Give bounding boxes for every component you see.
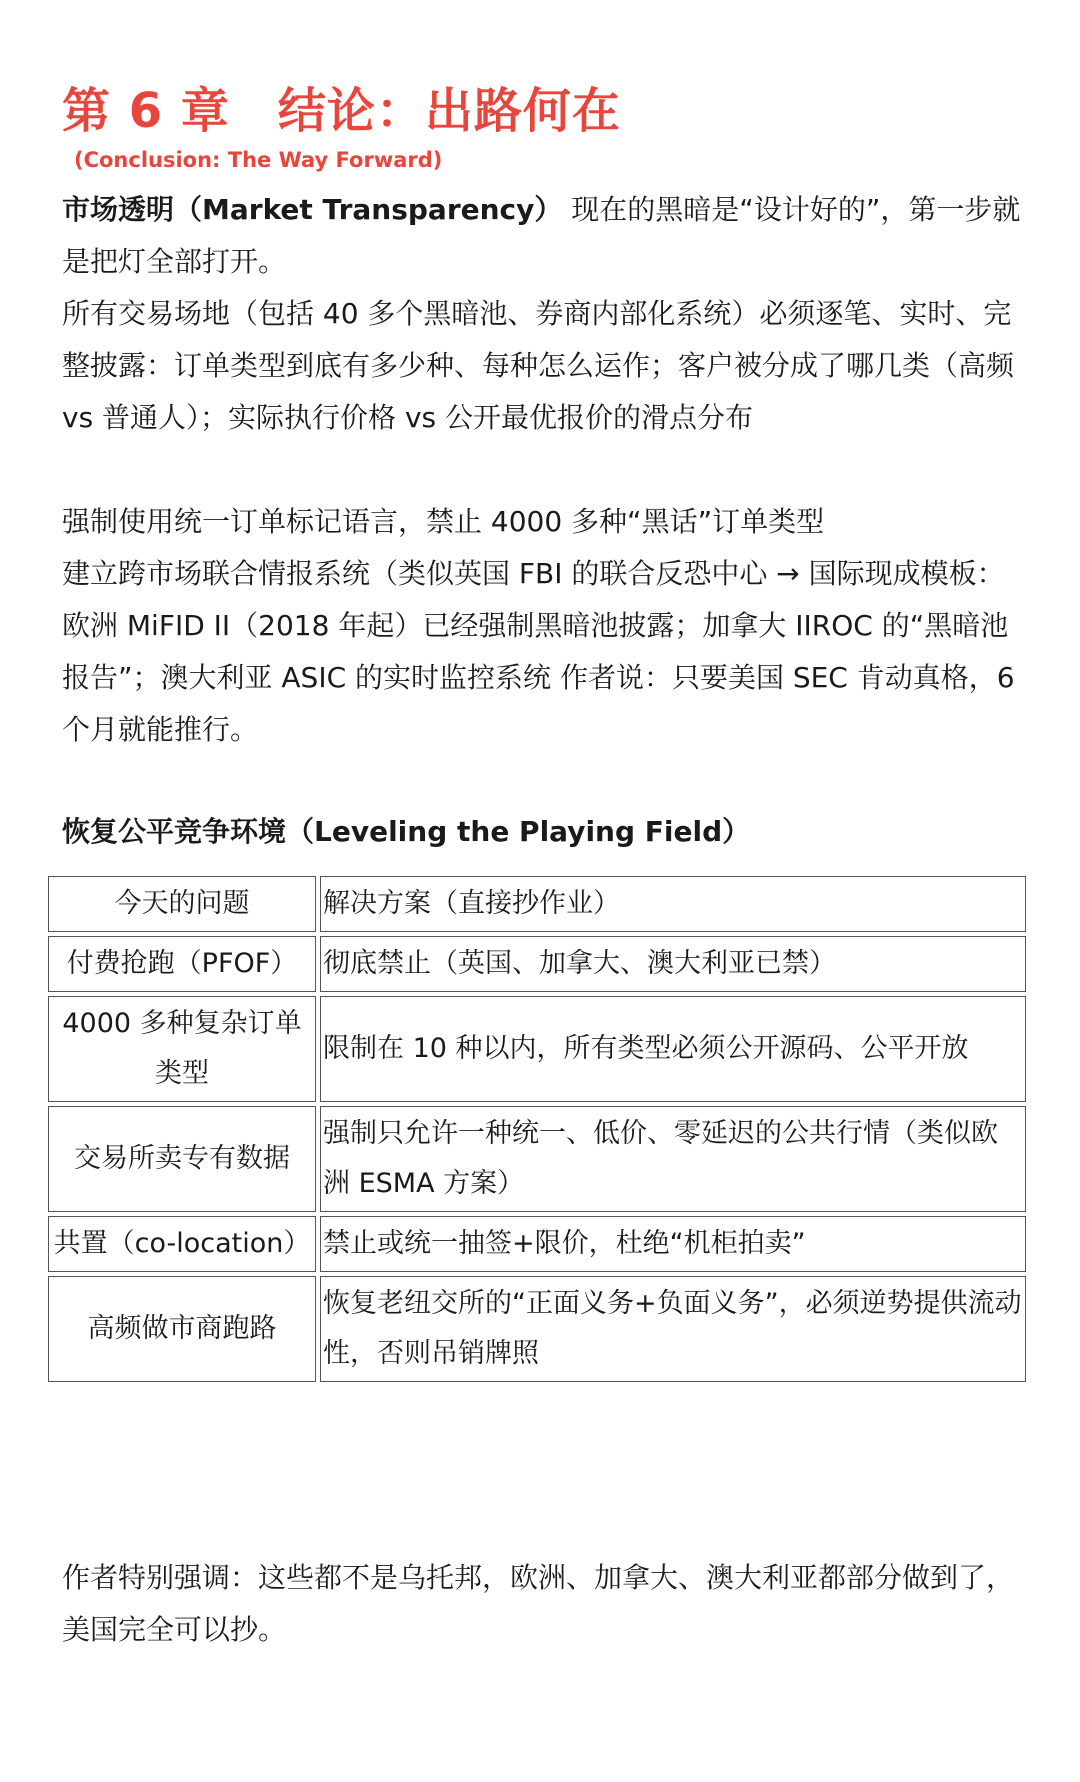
intel-system-paragraph: 建立跨市场联合情报系统（类似英国 FBI 的联合反恐中心 → 国际现成模板：欧洲 MiFID II（2018 年起）已经强制黑暗池披露；加拿大 IIROC 的“黑暗池报告”；澳大利亚 ASIC 的实时监控系统 作者说：只要美国 SEC 肯动真格，6 个月就能推行。 bbox=[62, 557, 1015, 746]
row-solution: 禁止或统一抽签+限价，杜绝“机柜拍卖” bbox=[320, 1216, 1026, 1272]
row-solution: 恢复老纽交所的“正面义务+负面义务”，必须逆势提供流动性，否则吊销牌照 bbox=[320, 1276, 1026, 1382]
table-row bbox=[48, 1106, 1026, 1212]
row-problem: 付费抢跑（PFOF） bbox=[48, 936, 316, 992]
author-emphasis-paragraph: 作者特别强调：这些都不是乌托邦，欧洲、加拿大、澳大利亚都部分做到了，美国完全可以抄。 bbox=[62, 1561, 1015, 1646]
row-problem: 4000 多种复杂订单类型 bbox=[48, 996, 316, 1102]
table-header-row bbox=[48, 876, 1026, 932]
row-problem: 共置（co-location） bbox=[48, 1216, 316, 1272]
chapter-title bbox=[62, 72, 621, 141]
table-row bbox=[48, 1276, 1026, 1382]
row-solution: 彻底禁止（英国、加拿大、澳大利亚已禁） bbox=[320, 936, 1026, 992]
transparency-heading: 市场透明（Market Transparency） bbox=[62, 193, 563, 226]
header-problem: 今天的问题 bbox=[48, 876, 316, 932]
chapter-name: 结论：出路何在 bbox=[277, 83, 621, 139]
table-row bbox=[48, 996, 1026, 1102]
disclosure-paragraph: 所有交易场地（包括 40 多个黑暗池、券商内部化系统）必须逐笔、实时、完整披露：订单类型到底有多少种、每种怎么运作；客户被分成了哪几类（高频 vs 普通人）；实际执行价格 vs 公开最优报价的滑点分布 bbox=[62, 297, 1015, 434]
chapter-subtitle: (Conclusion: The Way Forward) bbox=[74, 148, 443, 172]
table-row bbox=[48, 1216, 1026, 1272]
row-problem: 交易所卖专有数据 bbox=[48, 1106, 316, 1212]
header-solution: 解决方案（直接抄作业） bbox=[320, 876, 1026, 932]
order-language-paragraph: 强制使用统一订单标记语言，禁止 4000 多种“黑话”订单类型 bbox=[62, 505, 825, 538]
row-solution: 限制在 10 种以内，所有类型必须公开源码、公平开放 bbox=[320, 996, 1026, 1102]
chapter-number: 第 6 章 bbox=[62, 83, 230, 139]
leveling-heading: 恢复公平竞争环境（Leveling the Playing Field） bbox=[62, 815, 751, 848]
solutions-table bbox=[44, 872, 1030, 1386]
row-problem: 高频做市商跑路 bbox=[48, 1276, 316, 1382]
table-row bbox=[48, 936, 1026, 992]
transparency-intro: 现在的黑暗是“设计好的”，第一步就是把灯全部打开。 bbox=[62, 193, 1021, 278]
row-solution: 强制只允许一种统一、低价、零延迟的公共行情（类似欧洲 ESMA 方案） bbox=[320, 1106, 1026, 1212]
transparency-paragraph bbox=[62, 184, 1028, 288]
